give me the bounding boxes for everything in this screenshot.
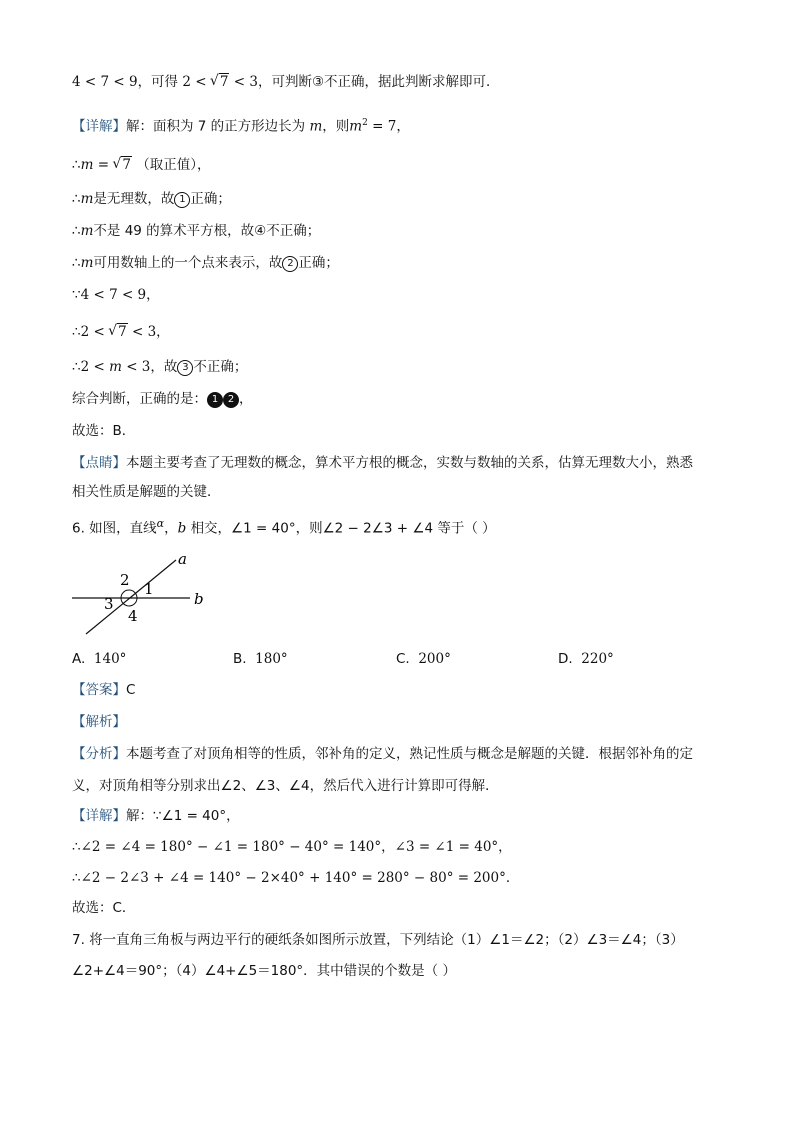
text: 是无理数，故 (93, 191, 175, 207)
sqrt-symbol (109, 322, 128, 342)
label-b: b (194, 590, 204, 608)
text-line (72, 744, 693, 764)
question-text: 相交，∠1 = 40°，则∠2 − 2∠3 + ∠4 等于（ ） (190, 520, 496, 537)
text: 正确； (190, 191, 231, 207)
text-line (72, 72, 500, 92)
text-line (72, 357, 247, 377)
section-tag: 【解析】 (72, 714, 126, 730)
option-label: B. (233, 651, 247, 667)
question-text: 7. 将一直角三角板与两边平行的硬纸条如图所示放置，下列结论（1）∠1＝∠2；（2）∠3＝∠4；（3） (72, 932, 684, 948)
question-line (72, 930, 684, 950)
angle-label-2: 2 (120, 571, 130, 589)
inequality: 4 < 7 < 9 (72, 74, 138, 90)
variable-m: m (80, 157, 94, 173)
text: 义，对顶角相等分别求出∠2、∠3、∠4，然后代入进行计算即可得解． (72, 778, 499, 794)
math: ∴2 < (72, 324, 105, 340)
option-label: A. (72, 651, 86, 667)
text-line (72, 421, 135, 441)
label-a: a (178, 550, 187, 568)
option-c[interactable] (396, 649, 451, 669)
option-label: C. (396, 651, 410, 667)
text-line (72, 189, 231, 209)
angle-label-4: 4 (128, 607, 138, 625)
radicand: 7 (122, 157, 131, 173)
section-tag: 【分析】 (72, 746, 126, 762)
option-label: D. (558, 651, 573, 667)
text-line (72, 253, 339, 273)
angle-label-1: 1 (144, 580, 154, 598)
text: 本题考查了对顶角相等的性质，邻补角的定义，熟记性质与概念是解题的关键．根据邻补角的定 (126, 746, 693, 762)
text-line (72, 389, 253, 409)
answer-value: C (126, 682, 136, 698)
text: ， (239, 391, 253, 407)
variable-m: m (309, 118, 323, 135)
text: 不正确； (193, 359, 248, 375)
text-line (72, 806, 240, 826)
text-line (72, 113, 410, 137)
text: 综合判断，正确的是： (72, 391, 207, 407)
text: 解：面积为 7 的正方形边长为 (126, 118, 306, 135)
circled-number: 1 (207, 392, 223, 408)
text-line (72, 285, 160, 305)
math: < 3 (233, 74, 258, 90)
text: ，可得 (137, 74, 179, 90)
text-line (72, 776, 499, 796)
answer-line (72, 680, 135, 700)
text: 相关性质是解题的关键． (72, 484, 221, 500)
therefore-symbol: ∴ (72, 157, 81, 173)
math: = 7， (372, 118, 410, 135)
variable-alpha: α (156, 517, 165, 530)
section-tag: 【详解】 (72, 118, 126, 135)
text: 可用数轴上的一个点来表示，故 (93, 255, 283, 271)
math: = (97, 157, 110, 173)
section-tag: 【答案】 (72, 682, 126, 698)
text-line (72, 868, 519, 888)
text: 本题主要考查了无理数的概念，算术平方根的概念，实数与数轴的关系，估算无理数大小，熟悉 (126, 455, 693, 471)
section-tag: 【详解】 (72, 808, 126, 824)
circled-number: 3 (177, 360, 193, 376)
text-line (72, 322, 170, 342)
answer-choice: 故选：B． (72, 423, 136, 439)
radicand: 7 (118, 324, 127, 340)
therefore-symbol: ∴ (72, 191, 81, 207)
question-text: ∠2+∠4＝90°；（4）∠4+∠5＝180°．其中错误的个数是（ ） (72, 963, 456, 979)
angle-label-3: 3 (104, 595, 114, 613)
therefore-symbol: ∴ (72, 223, 81, 239)
question-text: 6. 如图，直线 (72, 520, 157, 537)
text-line (72, 898, 135, 918)
text: ，则 (322, 118, 350, 135)
variable-m: m (109, 359, 122, 375)
sqrt-symbol (113, 155, 132, 175)
text-line (72, 453, 693, 473)
option-b[interactable] (233, 649, 288, 669)
answer-choice: 故选：C． (72, 900, 136, 916)
text-line (72, 482, 221, 502)
math: ∴2 < (72, 359, 105, 375)
option-d[interactable] (558, 649, 614, 669)
option-value: 180° (255, 651, 288, 667)
variable-b: b (177, 520, 187, 537)
question-line (72, 961, 456, 981)
text: ， (164, 520, 178, 537)
math: ∴∠2 = ∠4 = 180° − ∠1 = 180° − 40° = 140°，∠3 = ∠1 = 40°， (72, 839, 512, 855)
exponent: 2 (362, 118, 368, 128)
text-line (72, 712, 126, 732)
option-value: 220° (581, 651, 614, 667)
intersecting-lines-figure (66, 548, 216, 640)
circled-number: 2 (282, 256, 298, 272)
text-line (72, 221, 320, 241)
variable-m: m (80, 223, 94, 239)
text-line (72, 837, 512, 857)
section-tag: 【点睛】 (72, 455, 126, 471)
math: < 3， (131, 324, 170, 340)
text: 不是 49 的算术平方根，故④不正确； (93, 223, 321, 239)
circled-number: 2 (223, 392, 239, 408)
math: ∵4 < 7 < 9， (72, 287, 160, 303)
option-value: 140° (93, 651, 127, 667)
text-line (72, 155, 210, 175)
math: ∴∠2 − 2∠3 + ∠4 = 140° − 2×40° + 140° = 280° − 80° = 200°． (72, 870, 520, 886)
circled-number: 1 (174, 192, 190, 208)
math: < 3，故 (126, 359, 178, 375)
option-value: 200° (418, 651, 451, 667)
question-line (72, 514, 496, 539)
therefore-symbol: ∴ (72, 255, 81, 271)
variable-m: m (349, 118, 363, 135)
option-a[interactable] (72, 649, 126, 669)
radicand: 7 (219, 74, 229, 90)
variable-m: m (80, 255, 94, 271)
text: ，可判断③不正确，据此判断求解即可． (257, 74, 500, 90)
math: 2 < (182, 74, 207, 90)
sqrt-symbol (211, 72, 230, 92)
text: 正确； (298, 255, 339, 271)
text: 解：∵∠1 = 40°， (126, 808, 240, 824)
text: （取正值）， (136, 157, 211, 173)
variable-m: m (80, 191, 94, 207)
